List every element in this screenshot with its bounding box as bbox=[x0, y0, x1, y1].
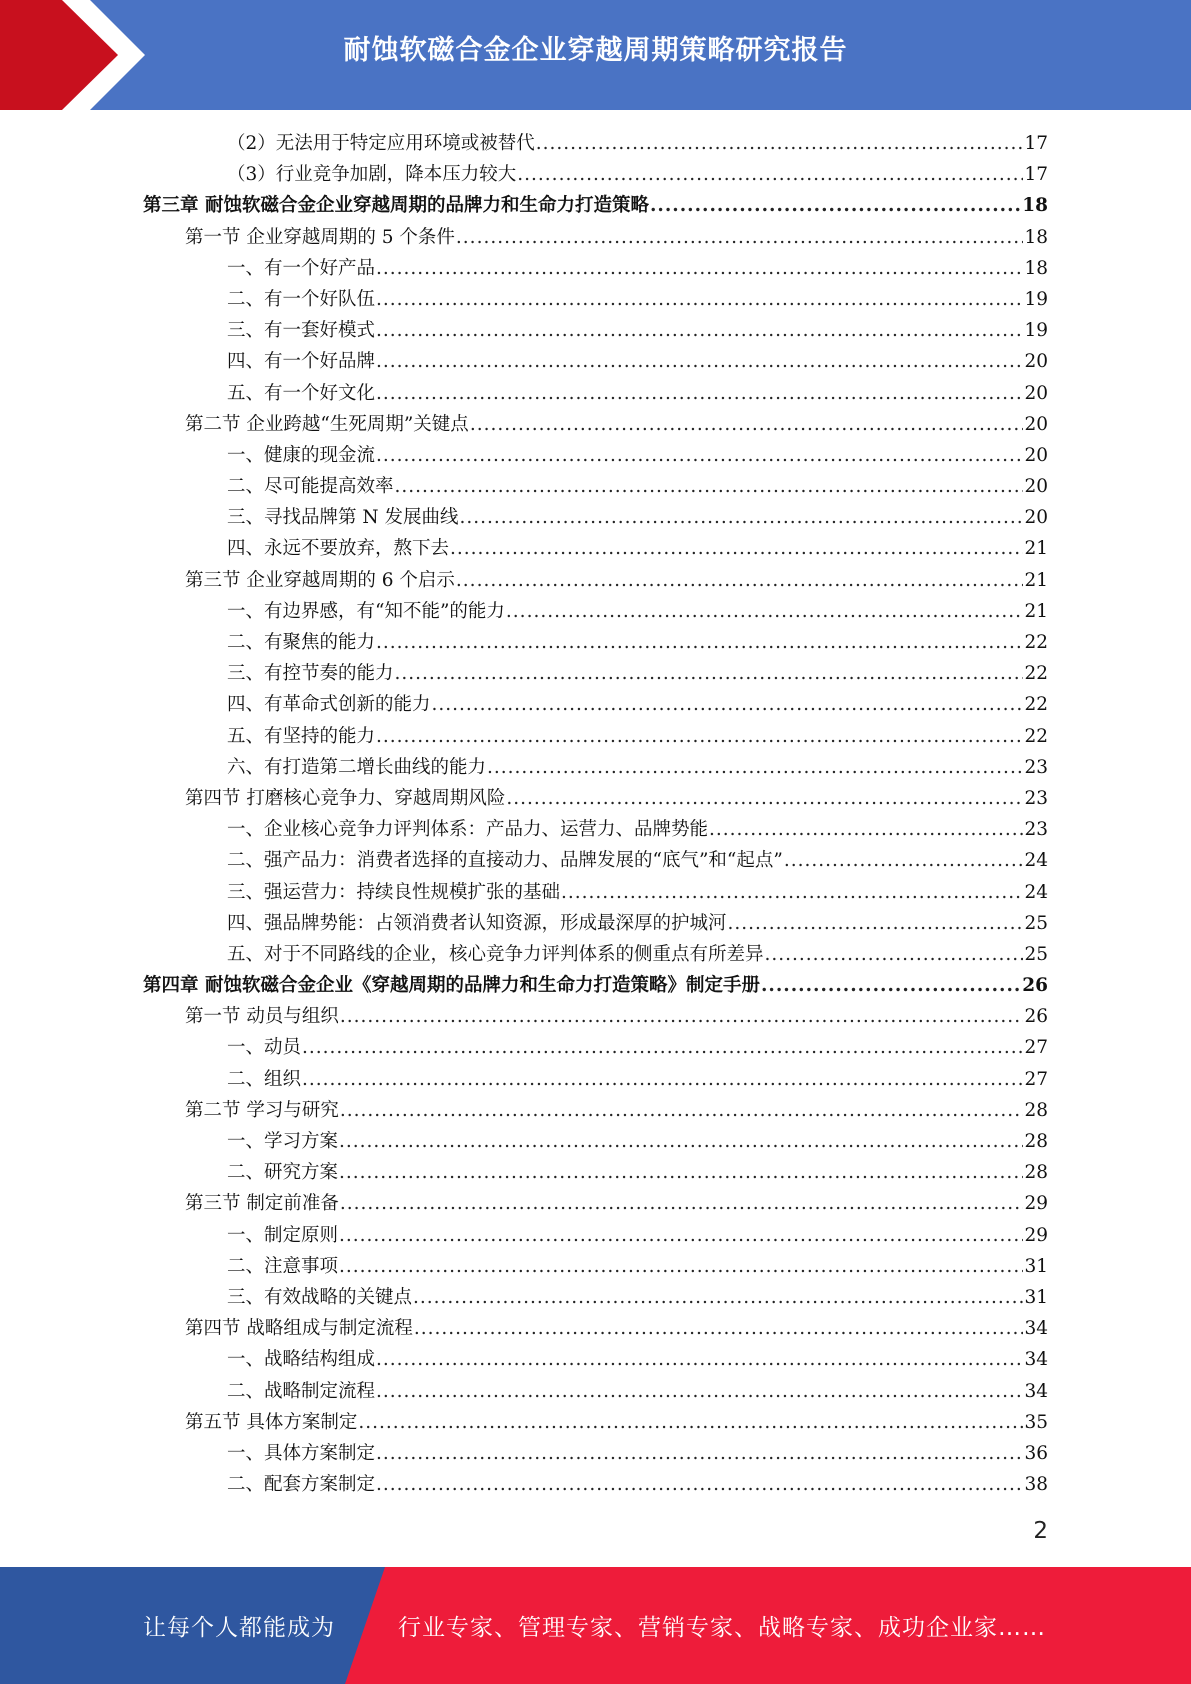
toc-entry-title: （3）行业竞争加剧，降本压力较大 bbox=[227, 164, 517, 186]
toc-subsection-entry[interactable] bbox=[143, 1438, 1048, 1469]
toc-subsection-entry[interactable] bbox=[143, 1344, 1048, 1375]
toc-dot-leader bbox=[432, 689, 1024, 720]
toc-dot-leader bbox=[376, 1469, 1023, 1500]
toc-dot-leader bbox=[340, 1001, 1024, 1032]
toc-entry-title: 第四章 耐蚀软磁合金企业《穿越周期的品牌力和生命力打造策略》制定手册 bbox=[143, 975, 760, 997]
toc-entry-title: 一、学习方案 bbox=[227, 1131, 339, 1152]
toc-subsection-entry[interactable] bbox=[143, 752, 1048, 783]
toc-entry-page: 21 bbox=[1024, 538, 1048, 560]
toc-subsection-entry[interactable] bbox=[143, 1282, 1048, 1313]
toc-entry-page: 36 bbox=[1024, 1442, 1048, 1464]
toc-entry-page: 18 bbox=[1022, 195, 1048, 217]
toc-section-entry[interactable] bbox=[143, 1001, 1048, 1032]
toc-dot-leader bbox=[339, 1126, 1023, 1157]
toc-entry-title: 五、有一个好文化 bbox=[227, 382, 376, 404]
toc-subsection-entry[interactable] bbox=[143, 346, 1048, 377]
toc-entry-title: 第二节 学习与研究 bbox=[185, 1099, 339, 1121]
toc-entry-title: 二、有一个好队伍 bbox=[227, 288, 376, 310]
toc-entry-title: 二、组织 bbox=[227, 1068, 302, 1090]
toc-entry-page: 29 bbox=[1024, 1193, 1048, 1215]
toc-dot-leader bbox=[376, 440, 1023, 471]
toc-dot-leader bbox=[709, 814, 1023, 845]
toc-subsection-entry[interactable] bbox=[143, 939, 1048, 970]
toc-entry-title: 第一节 企业穿越周期的 5 个条件 bbox=[185, 226, 455, 248]
toc-dot-leader bbox=[470, 409, 1024, 440]
toc-subsection-entry[interactable] bbox=[143, 1032, 1048, 1063]
toc-section-entry[interactable] bbox=[143, 1188, 1048, 1219]
toc-subsection-entry[interactable] bbox=[143, 159, 1048, 190]
toc-dot-leader bbox=[376, 253, 1023, 284]
toc-entry-page: 29 bbox=[1024, 1224, 1048, 1246]
toc-subsection-entry[interactable] bbox=[143, 721, 1048, 752]
toc-entry-page: 20 bbox=[1024, 476, 1048, 498]
toc-dot-leader bbox=[395, 471, 1024, 502]
toc-section-entry[interactable] bbox=[143, 1095, 1048, 1126]
toc-dot-leader bbox=[340, 1095, 1024, 1126]
toc-entry-page: 19 bbox=[1024, 320, 1048, 342]
toc-subsection-entry[interactable] bbox=[143, 627, 1048, 658]
toc-dot-leader bbox=[376, 378, 1023, 409]
toc-entry-page: 18 bbox=[1024, 257, 1048, 279]
toc-dot-leader bbox=[376, 315, 1023, 346]
toc-entry-title: 六、有打造第二增长曲线的能力 bbox=[227, 756, 487, 778]
toc-entry-title: 四、有一个好品牌 bbox=[227, 351, 376, 373]
toc-subsection-entry[interactable] bbox=[143, 128, 1048, 159]
toc-entry-title: 一、动员 bbox=[227, 1037, 302, 1059]
toc-dot-leader bbox=[506, 783, 1023, 814]
toc-entry-title: 三、强运营力：持续良性规模扩张的基础 bbox=[227, 881, 561, 903]
toc-entry-page: 22 bbox=[1024, 694, 1048, 716]
toc-entry-page: 23 bbox=[1024, 787, 1048, 809]
toc-entry-title: 三、有效战略的关键点 bbox=[227, 1286, 413, 1308]
toc-dot-leader bbox=[506, 596, 1024, 627]
toc-entry-title: 第三节 企业穿越周期的 6 个启示 bbox=[185, 569, 455, 591]
toc-dot-leader bbox=[450, 533, 1023, 564]
toc-entry-title: 四、强品牌势能：占领消费者认知资源，形成最深厚的护城河 bbox=[227, 912, 727, 934]
toc-entry-page: 24 bbox=[1024, 850, 1048, 872]
toc-dot-leader bbox=[376, 1438, 1023, 1469]
toc-subsection-entry[interactable] bbox=[143, 253, 1048, 284]
toc-subsection-entry[interactable] bbox=[143, 658, 1048, 689]
toc-entry-title: 第二节 企业跨越“生死周期”关键点 bbox=[185, 413, 469, 435]
toc-entry-title: 一、健康的现金流 bbox=[227, 444, 376, 466]
toc-dot-leader bbox=[761, 970, 1021, 1001]
toc-subsection-entry[interactable] bbox=[143, 1469, 1048, 1500]
toc-section-entry[interactable] bbox=[143, 565, 1048, 596]
toc-dot-leader bbox=[376, 1376, 1023, 1407]
page-footer bbox=[0, 1567, 1191, 1684]
toc-subsection-entry[interactable] bbox=[143, 440, 1048, 471]
toc-entry-page: 22 bbox=[1024, 663, 1048, 685]
toc-entry-page: 34 bbox=[1024, 1349, 1048, 1371]
toc-entry-page: 31 bbox=[1024, 1255, 1048, 1277]
toc-entry-page: 34 bbox=[1024, 1318, 1048, 1340]
toc-entry-title: 五、对于不同路线的企业，核心竞争力评判体系的侧重点有所差异 bbox=[227, 943, 764, 965]
toc-entry-title: 第四节 打磨核心竞争力、穿越周期风险 bbox=[185, 787, 506, 809]
toc-entry-page: 20 bbox=[1024, 507, 1048, 529]
toc-dot-leader bbox=[302, 1032, 1023, 1063]
toc-entry-title: 二、有聚焦的能力 bbox=[227, 632, 376, 653]
toc-dot-leader bbox=[376, 284, 1023, 315]
toc-subsection-entry[interactable] bbox=[143, 908, 1048, 939]
toc-entry-page: 27 bbox=[1024, 1068, 1048, 1090]
toc-entry-title: 二、尽可能提高效率 bbox=[227, 476, 394, 498]
document-title: 耐蚀软磁合金企业穿越周期策略研究报告 bbox=[343, 35, 848, 66]
toc-dot-leader bbox=[376, 346, 1023, 377]
footer-slogan: 让每个人都能成为 bbox=[143, 1615, 335, 1641]
toc-entry-title: 二、注意事项 bbox=[227, 1255, 339, 1277]
toc-dot-leader bbox=[784, 845, 1024, 876]
toc-entry-title: 一、有边界感，有“知不能”的能力 bbox=[227, 600, 505, 622]
toc-subsection-entry[interactable] bbox=[143, 471, 1048, 502]
toc-dot-leader bbox=[536, 128, 1024, 159]
toc-entry-title: 一、制定原则 bbox=[227, 1224, 339, 1246]
toc-entry-page: 19 bbox=[1024, 288, 1048, 310]
toc-entry-title: 第三章 耐蚀软磁合金企业穿越周期的品牌力和生命力打造策略 bbox=[143, 195, 649, 217]
toc-dot-leader bbox=[650, 190, 1021, 221]
toc-entry-title: 二、研究方案 bbox=[227, 1162, 339, 1184]
toc-dot-leader bbox=[413, 1282, 1023, 1313]
toc-entry-page: 20 bbox=[1024, 413, 1048, 435]
toc-entry-page: 35 bbox=[1024, 1411, 1048, 1433]
toc-subsection-entry[interactable] bbox=[143, 502, 1048, 533]
toc-entry-title: 五、有坚持的能力 bbox=[227, 725, 376, 747]
toc-entry-title: 二、战略制定流程 bbox=[227, 1380, 376, 1402]
toc-dot-leader bbox=[358, 1407, 1023, 1438]
toc-subsection-entry[interactable] bbox=[143, 1220, 1048, 1251]
toc-entry-page: 22 bbox=[1024, 725, 1048, 747]
toc-subsection-entry[interactable] bbox=[143, 814, 1048, 845]
toc-entry-title: 一、企业核心竞争力评判体系：产品力、运营力、品牌势能 bbox=[227, 819, 709, 841]
toc-entry-page: 22 bbox=[1024, 632, 1048, 653]
toc-entry-title: 二、强产品力：消费者选择的直接动力、品牌发展的“底气”和“起点” bbox=[227, 850, 783, 872]
page-number: 2 bbox=[1033, 1518, 1048, 1544]
toc-entry-page: 20 bbox=[1024, 351, 1048, 373]
toc-dot-leader bbox=[517, 159, 1023, 190]
toc-subsection-entry[interactable] bbox=[143, 315, 1048, 346]
toc-dot-leader bbox=[561, 877, 1023, 908]
toc-entry-page: 18 bbox=[1024, 226, 1048, 248]
toc-dot-leader bbox=[376, 721, 1023, 752]
toc-subsection-entry[interactable] bbox=[143, 1064, 1048, 1095]
toc-subsection-entry[interactable] bbox=[143, 877, 1048, 908]
toc-section-entry[interactable] bbox=[143, 409, 1048, 440]
toc-entry-page: 26 bbox=[1022, 975, 1048, 997]
toc-entry-title: 三、有一套好模式 bbox=[227, 320, 376, 342]
toc-entry-page: 21 bbox=[1024, 569, 1048, 591]
toc-dot-leader bbox=[339, 1157, 1023, 1188]
toc-entry-page: 20 bbox=[1024, 382, 1048, 404]
toc-subsection-entry[interactable] bbox=[143, 596, 1048, 627]
toc-dot-leader bbox=[302, 1064, 1023, 1095]
toc-entry-page: 25 bbox=[1024, 943, 1048, 965]
toc-entry-title: 一、有一个好产品 bbox=[227, 257, 376, 279]
table-of-contents bbox=[143, 128, 1048, 1500]
toc-dot-leader bbox=[340, 1188, 1024, 1219]
toc-entry-page: 21 bbox=[1024, 600, 1048, 622]
toc-subsection-entry[interactable] bbox=[143, 1251, 1048, 1282]
toc-entry-title: （2）无法用于特定应用环境或被替代 bbox=[227, 133, 535, 154]
toc-entry-page: 17 bbox=[1024, 133, 1048, 154]
toc-subsection-entry[interactable] bbox=[143, 1157, 1048, 1188]
toc-entry-page: 25 bbox=[1024, 912, 1048, 934]
toc-subsection-entry[interactable] bbox=[143, 1376, 1048, 1407]
toc-entry-title: 三、有控节奏的能力 bbox=[227, 663, 394, 685]
toc-entry-page: 28 bbox=[1024, 1162, 1048, 1184]
toc-subsection-entry[interactable] bbox=[143, 689, 1048, 720]
toc-dot-leader bbox=[728, 908, 1024, 939]
toc-chapter-entry[interactable] bbox=[143, 970, 1048, 1001]
toc-subsection-entry[interactable] bbox=[143, 1126, 1048, 1157]
toc-dot-leader bbox=[339, 1251, 1023, 1282]
toc-chapter-entry[interactable] bbox=[143, 190, 1048, 221]
toc-dot-leader bbox=[414, 1313, 1024, 1344]
toc-entry-page: 17 bbox=[1024, 164, 1048, 186]
toc-entry-title: 一、具体方案制定 bbox=[227, 1442, 376, 1464]
toc-entry-title: 三、寻找品牌第 N 发展曲线 bbox=[227, 507, 459, 529]
toc-dot-leader bbox=[456, 222, 1024, 253]
toc-entry-title: 四、永远不要放弃，熬下去 bbox=[227, 538, 450, 560]
footer-tagline: 行业专家、管理专家、营销专家、战略专家、成功企业家…… bbox=[398, 1615, 1046, 1641]
page-header bbox=[0, 0, 1191, 110]
toc-dot-leader bbox=[765, 939, 1024, 970]
toc-subsection-entry[interactable] bbox=[143, 845, 1048, 876]
toc-section-entry[interactable] bbox=[143, 222, 1048, 253]
toc-entry-page: 28 bbox=[1024, 1099, 1048, 1121]
toc-section-entry[interactable] bbox=[143, 1407, 1048, 1438]
toc-entry-page: 24 bbox=[1024, 881, 1048, 903]
toc-entry-page: 34 bbox=[1024, 1380, 1048, 1402]
toc-entry-title: 第五节 具体方案制定 bbox=[185, 1411, 358, 1433]
toc-entry-page: 31 bbox=[1024, 1286, 1048, 1308]
toc-entry-title: 一、战略结构组成 bbox=[227, 1349, 376, 1371]
toc-dot-leader bbox=[459, 502, 1023, 533]
toc-dot-leader bbox=[395, 658, 1024, 689]
toc-subsection-entry[interactable] bbox=[143, 378, 1048, 409]
toc-dot-leader bbox=[339, 1220, 1023, 1251]
toc-entry-page: 27 bbox=[1024, 1037, 1048, 1059]
toc-entry-page: 20 bbox=[1024, 444, 1048, 466]
toc-entry-page: 23 bbox=[1024, 756, 1048, 778]
toc-entry-page: 28 bbox=[1024, 1131, 1048, 1152]
toc-dot-leader bbox=[376, 1344, 1023, 1375]
toc-entry-title: 四、有革命式创新的能力 bbox=[227, 694, 431, 716]
toc-entry-title: 二、配套方案制定 bbox=[227, 1474, 376, 1496]
toc-dot-leader bbox=[376, 627, 1023, 658]
toc-subsection-entry[interactable] bbox=[143, 533, 1048, 564]
toc-section-entry[interactable] bbox=[143, 1313, 1048, 1344]
toc-dot-leader bbox=[487, 752, 1023, 783]
toc-entry-title: 第三节 制定前准备 bbox=[185, 1193, 339, 1215]
toc-subsection-entry[interactable] bbox=[143, 284, 1048, 315]
toc-entry-title: 第一节 动员与组织 bbox=[185, 1006, 339, 1028]
toc-entry-page: 23 bbox=[1024, 819, 1048, 841]
toc-dot-leader bbox=[456, 565, 1024, 596]
toc-section-entry[interactable] bbox=[143, 783, 1048, 814]
toc-entry-title: 第四节 战略组成与制定流程 bbox=[185, 1318, 413, 1340]
toc-entry-page: 26 bbox=[1024, 1006, 1048, 1028]
toc-entry-page: 38 bbox=[1024, 1474, 1048, 1496]
